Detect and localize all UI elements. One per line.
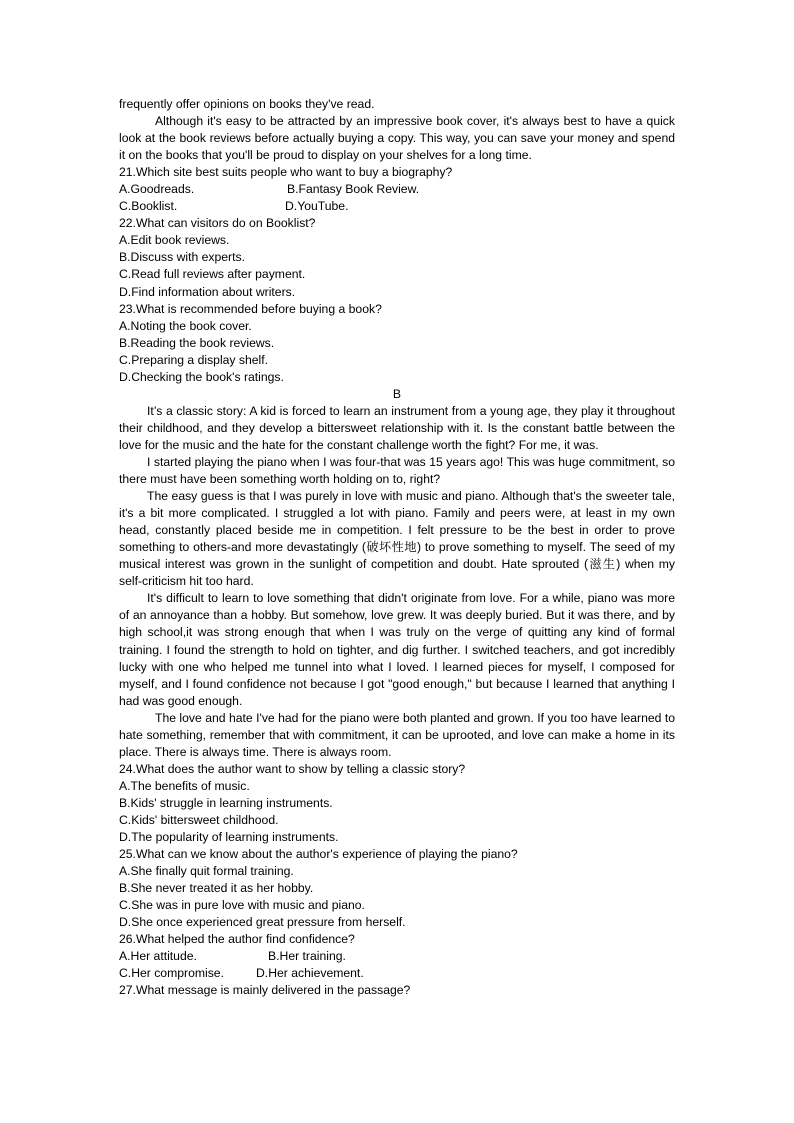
question-23-option-c: C.Preparing a display shelf. xyxy=(119,352,269,367)
section-b-heading: B xyxy=(392,386,402,401)
question-26-options-row2 xyxy=(119,965,675,982)
question-22-stem: 22.What can visitors do on Booklist? xyxy=(119,216,316,231)
question-26-option-b: B.Her training. xyxy=(268,949,346,964)
question-25-option-c: C.She was in pure love with music and piano. xyxy=(119,898,365,913)
question-26-option-d: D.Her achievement. xyxy=(256,966,364,981)
question-22-option-c: C.Read full reviews after payment. xyxy=(119,267,306,282)
question-22-option-b: B.Discuss with experts. xyxy=(119,250,245,265)
section-b-paragraph-3: The easy guess is that I was purely in love with music and piano. Although that's the sweeter tale, it's a bit more complicated. I struggled a lot with piano. Family and peers were, at least in my own head, constantly placed beside me in competition. I felt pressure to be the best in order to prove something to others-and more devastatingly (破坏性地) to prove something to myself. The seed of my musical interest was grown in the sunlight of competition and doubt. Hate sprouted (滋生) when my self-criticism hit too hard. xyxy=(119,489,675,589)
question-27-stem: 27.What message is mainly delivered in the passage? xyxy=(119,983,411,998)
section-b-paragraph-1: It’s a classic story: A kid is forced to learn an instrument from a young age, they play it throughout their childhood, and they develop a bittersweet relationship with it. Is the constant battle between the love for the music and the hate for the constant challenge worth the fight? For me, it was. xyxy=(119,403,675,452)
question-22-option-a: A.Edit book reviews. xyxy=(119,233,230,248)
question-23-option-b: B.Reading the book reviews. xyxy=(119,335,275,350)
question-25-option-a: A.She finally quit formal training. xyxy=(119,864,294,879)
question-22-option-d: D.Find information about writers. xyxy=(119,284,296,299)
question-25-option-b: B.She never treated it as her hobby. xyxy=(119,881,314,896)
passage-a-paragraph: Although it's easy to be attracted by an impressive book cover, it's always best to have a quick look at the book reviews before actually buying a copy. This way, you can save your money and spend it on the books that you'll be proud to display on your shelves for a long time. xyxy=(119,114,675,163)
question-23-option-d: D.Checking the book's ratings. xyxy=(119,369,284,384)
passage-a-tail: frequently offer opinions on books they've read. xyxy=(119,97,375,111)
question-21-options-row1 xyxy=(119,181,675,198)
question-21-options-row2 xyxy=(119,198,675,215)
question-21-option-d: D.YouTube. xyxy=(285,199,349,214)
question-23-stem: 23.What is recommended before buying a book? xyxy=(119,301,382,316)
question-24-option-c: C.Kids' bittersweet childhood. xyxy=(119,812,279,827)
question-26-option-c: C.Her compromise. xyxy=(119,966,224,981)
section-b-paragraph-2: I started playing the piano when I was four-that was 15 years ago! This was huge commitment, so there must have been something worth holding on to, right? xyxy=(119,454,675,487)
exam-page xyxy=(119,96,675,999)
question-25-option-d: D.She once experienced great pressure from herself. xyxy=(119,915,406,930)
question-24-option-d: D.The popularity of learning instruments. xyxy=(119,830,339,845)
question-23-option-a: A.Noting the book cover. xyxy=(119,318,252,333)
question-24-option-a: A.The benefits of music. xyxy=(119,778,250,793)
section-b-paragraph-4: It's difficult to learn to love something that didn't originate from love. For a while, piano was more of an annoyance than a hobby. But somehow, love grew. It was deeply buried. But it was there, and by high school,it was strong enough that when I was truly on the verge of quitting any kind of formal training. I found the strength to hold on tighter, and dig further. I switched teachers, and got incredibly lucky with one who helped me tunnel into what I loved. I learned pieces for myself, I composed for myself, and I found confidence not because I got "good enough," but because I learned that anything I had was good enough. xyxy=(119,591,675,708)
section-b-paragraph-5: The love and hate I've had for the piano were both planted and grown. If you too have learned to hate something, remember that with commitment, it can be uprooted, and love can make a home in its place. There is always time. There is always room. xyxy=(119,710,675,759)
question-26-options-row1 xyxy=(119,948,675,965)
question-21-stem: 21.Which site best suits people who want to buy a biography? xyxy=(119,165,453,180)
question-21-option-a: A.Goodreads. xyxy=(119,182,195,197)
question-24-stem: 24.What does the author want to show by telling a classic story? xyxy=(119,761,466,776)
question-24-option-b: B.Kids' struggle in learning instruments. xyxy=(119,795,333,810)
question-26-stem: 26.What helped the author find confidence? xyxy=(119,932,355,947)
question-26-option-a: A.Her attitude. xyxy=(119,949,197,964)
question-21-option-b: B.Fantasy Book Review. xyxy=(287,182,420,197)
question-25-stem: 25.What can we know about the author's experience of playing the piano? xyxy=(119,847,518,862)
question-21-option-c: C.Booklist. xyxy=(119,199,178,214)
